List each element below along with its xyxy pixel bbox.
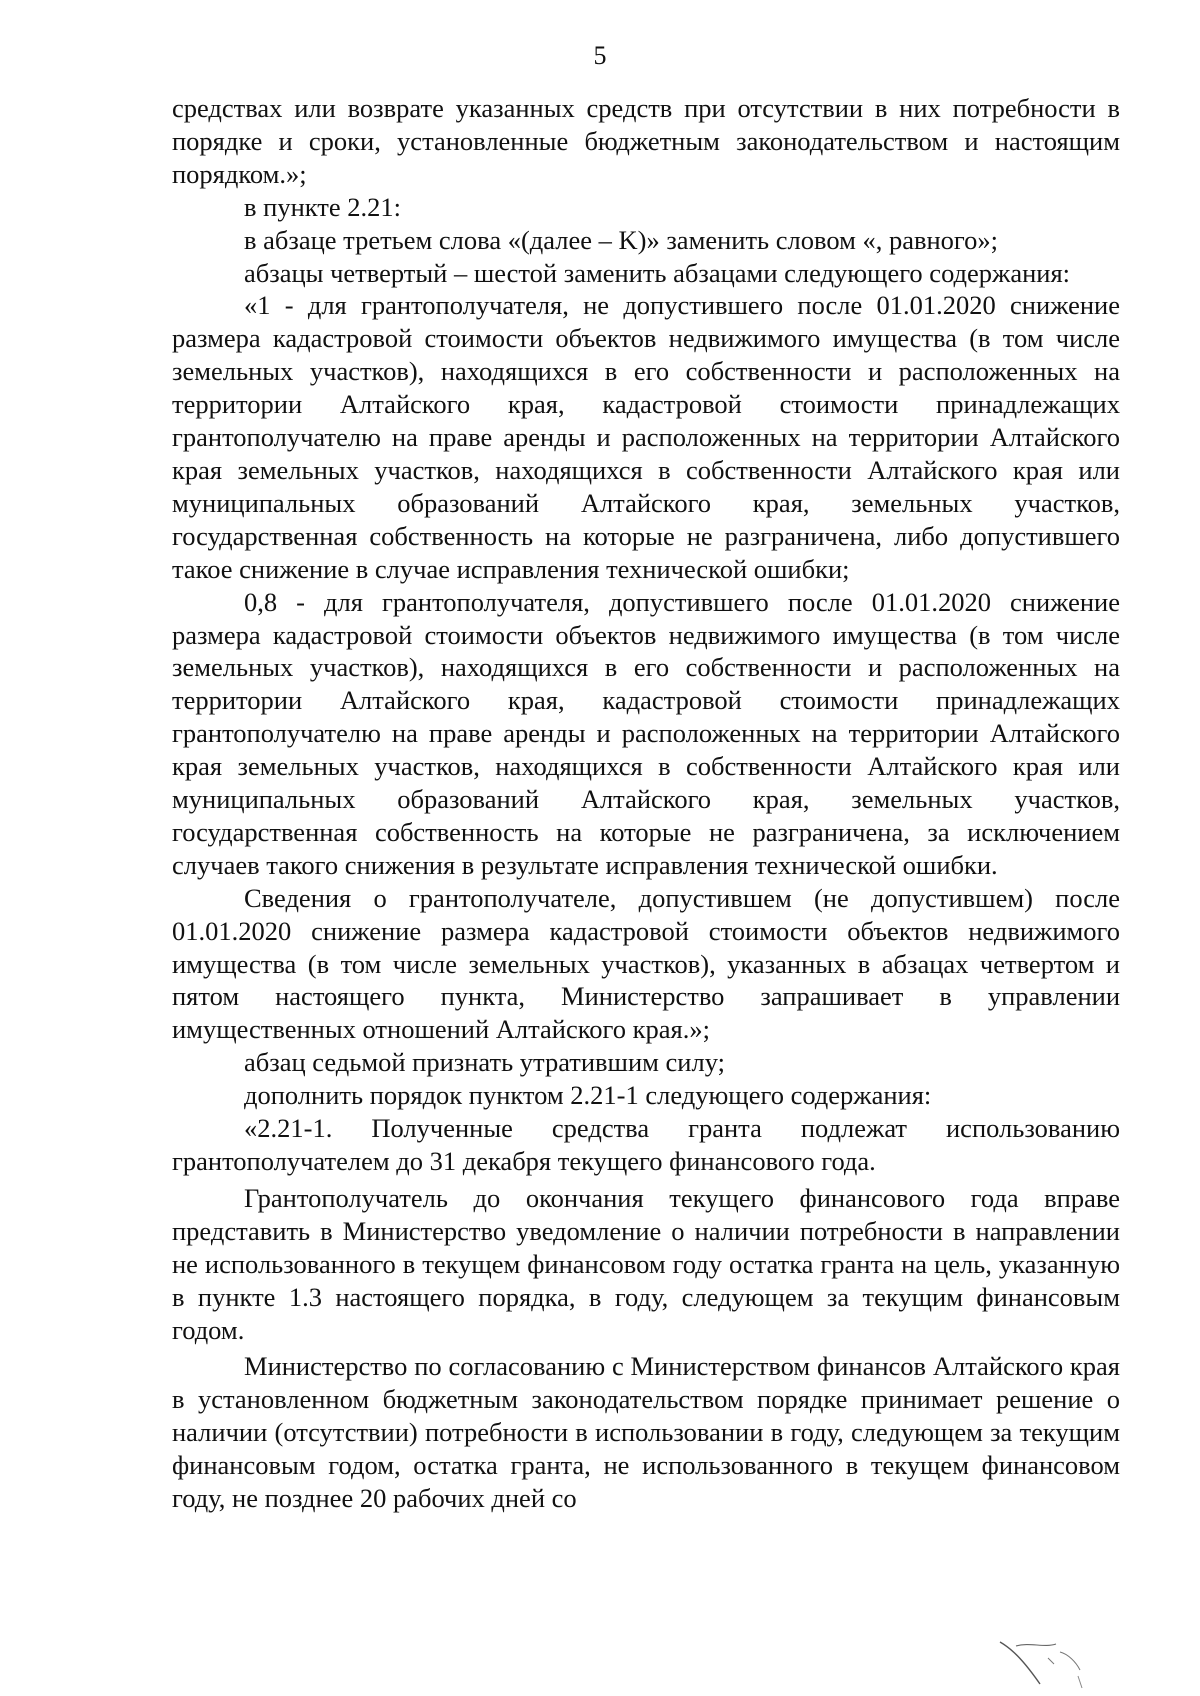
document-body: [172, 92, 1120, 1515]
paragraph-replace-abzacs: абзацы четвертый – шестой заменить абзацами следующего содержания:: [244, 257, 1071, 288]
paragraph-third-abzac: в абзаце третьем слова «(далее – K)» заменить словом «, равного»;: [244, 224, 998, 255]
paragraph-notification: Грантополучатель до окончания текущего финансового года вправе представить в Министерство уведомление о наличии потребности в направлении не использованного в текущем финансовом году остатка гранта на цель, указанную в пункте 1.3 настоящего порядка, в году, следующем за текущим финансовым годом.: [172, 1182, 1120, 1345]
paragraph-coefficient-1: «1 - для грантополучателя, не допустившего после 01.01.2020 снижение размера кадастровой стоимости объектов недвижимого имущества (в том числе земельных участков), находящихся в его собственности и расположенных на территории Алтайского края, кадастровой стоимости принадлежащих грантополучателю на праве аренды и расположенных на территории Алтайского края земельных участков, находящихся в собственности Алтайского края или муниципальных образований Алтайского края, земельных участков, государственная собственность на которые не разграничена, либо допустившего такое снижение в случае исправления технической ошибки;: [172, 290, 1120, 584]
page-number: 5: [593, 41, 607, 70]
paragraph-ministry-decision: Министерство по согласованию с Министерством финансов Алтайского края в установленном бюджетным законодательством порядке принимает решение о наличии (отсутствии) потребности в использовании в году, следующем за текущим финансовым годом, остатка гранта, не использованного в текущем финансовом году, не позднее 20 рабочих дней со: [172, 1351, 1120, 1514]
paragraph-continuation: средствах или возврате указанных средств при отсутствии в них потребности в порядке и сроки, установленные бюджетным законодательством и настоящим порядком.»;: [172, 93, 1120, 189]
paragraph-seventh-abzac: абзац седьмой признать утратившим силу;: [244, 1047, 725, 1078]
paragraph-clause-2-21-1: «2.21-1. Полученные средства гранта подлежат использованию грантополучателем до 31 декабря текущего финансового года.: [172, 1113, 1120, 1176]
scan-mark: [996, 1636, 1096, 1692]
paragraph-clause-2-21: в пункте 2.21:: [244, 191, 401, 222]
paragraph-coefficient-0-8: 0,8 - для грантополучателя, допустившего после 01.01.2020 снижение размера кадастровой стоимости объектов недвижимого имущества (в том числе земельных участков), находящихся в его собственности и расположенных на территории Алтайского края, кадастровой стоимости принадлежащих грантополучателю на праве аренды и расположенных на территории Алтайского края земельных участков, находящихся в собственности Алтайского края или муниципальных образований Алтайского края, земельных участков, государственная собственность на которые не разграничена, за исключением случаев такого снижения в результате исправления технической ошибки.: [172, 586, 1120, 880]
paragraph-information: Сведения о грантополучателе, допустившем (не допустившем) после 01.01.2020 снижение размера кадастровой стоимости объектов недвижимого имущества (в том числе земельных участков), указанных в абзацах четвертом и пятом настоящего пункта, Министерство запрашивает в управлении имущественных отношений Алтайского края.»;: [172, 882, 1120, 1045]
paragraph-add-clause: дополнить порядок пунктом 2.21-1 следующего содержания:: [244, 1080, 932, 1111]
